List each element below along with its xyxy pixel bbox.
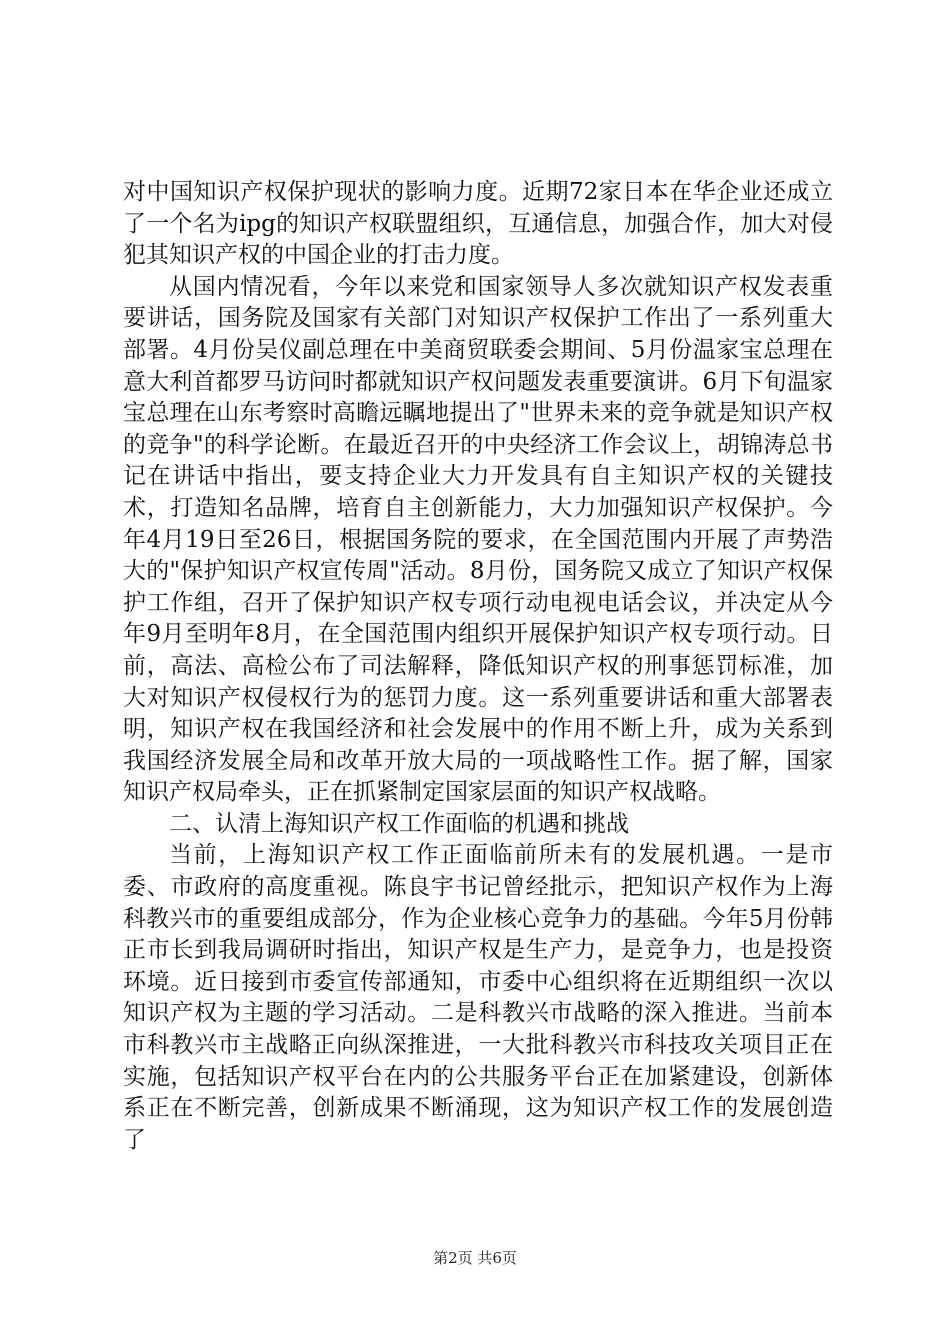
paragraph-continuation: 对中国知识产权保护现状的影响力度。近期72家日本在华企业还成立了一个名为ipg的知识产权联盟组织，互通信息，加强合作，加大对侵犯其知识产权的中国企业的打击力度。 xyxy=(123,179,833,269)
section-heading: 二、认清上海知识产权工作面临的机遇和挑战 xyxy=(169,810,629,837)
paragraph-domestic-situation: 从国内情况看，今年以来党和国家领导人多次就知识产权发表重要讲话，国务院及国家有关部门对知识产权保护工作出了一系列重大部署。4月份吴仪副总理在中美商贸联委会期间、5月份温家宝总理在意大利首都罗马访问时都就知识产权问题发表重要演讲。6月下旬温家宝总理在山东考察时高瞻远瞩地提出了"世界未来的竞争就是知识产权的竞争"的科学论断。在最近召开的中央经济工作会议上，胡锦涛总书记在讲话中指出，要支持企业大力开发具有自主知识产权的关键技术，打造知名品牌，培育自主创新能力，大力加强知识产权保护。今年4月19日至26日，根据国务院的要求，在全国范围内开展了声势浩大的"保护知识产权宣传周"活动。8月份，国务院又成立了知识产权保护工作组，召开了保护知识产权专项行动电视电话会议，并决定从今年9月至明年8月，在全国范围内组织开展保护知识产权专项行动。日前，高法、高检公布了司法解释，降低知识产权的刑事惩罚标准，加大对知识产权侵权行为的惩罚力度。这一系列重要讲话和重大部署表明，知识产权在我国经济和社会发展中的作用不断上升，成为关系到我国经济发展全局和改革开放大局的一项战略性工作。据了解，国家知识产权局牵头，正在抓紧制定国家层面的知识产权战略。 xyxy=(123,273,833,806)
page-number-footer: 第2页 共6页 xyxy=(433,1249,517,1267)
paragraph-opportunities: 当前，上海知识产权工作正面临前所未有的发展机遇。一是市委、市政府的高度重视。陈良宇书记曾经批示，把知识产权作为上海科教兴市的重要组成部分，作为企业核心竞争力的基础。今年5月份韩正市长到我局调研时指出，知识产权是生产力，是竞争力，也是投资环境。近日接到市委宣传部通知，市委中心组织将在近期组织一次以知识产权为主题的学习活动。二是科教兴市战略的深入推进。当前本市科教兴市主战略正向纵深推进，一大批科教兴市科技攻关项目正在实施，包括知识产权平台在内的公共服务平台正在加紧建设，创新体系正在不断完善，创新成果不断涌现，这为知识产权工作的发展创造了 xyxy=(123,842,833,1153)
document-body xyxy=(123,177,833,1156)
